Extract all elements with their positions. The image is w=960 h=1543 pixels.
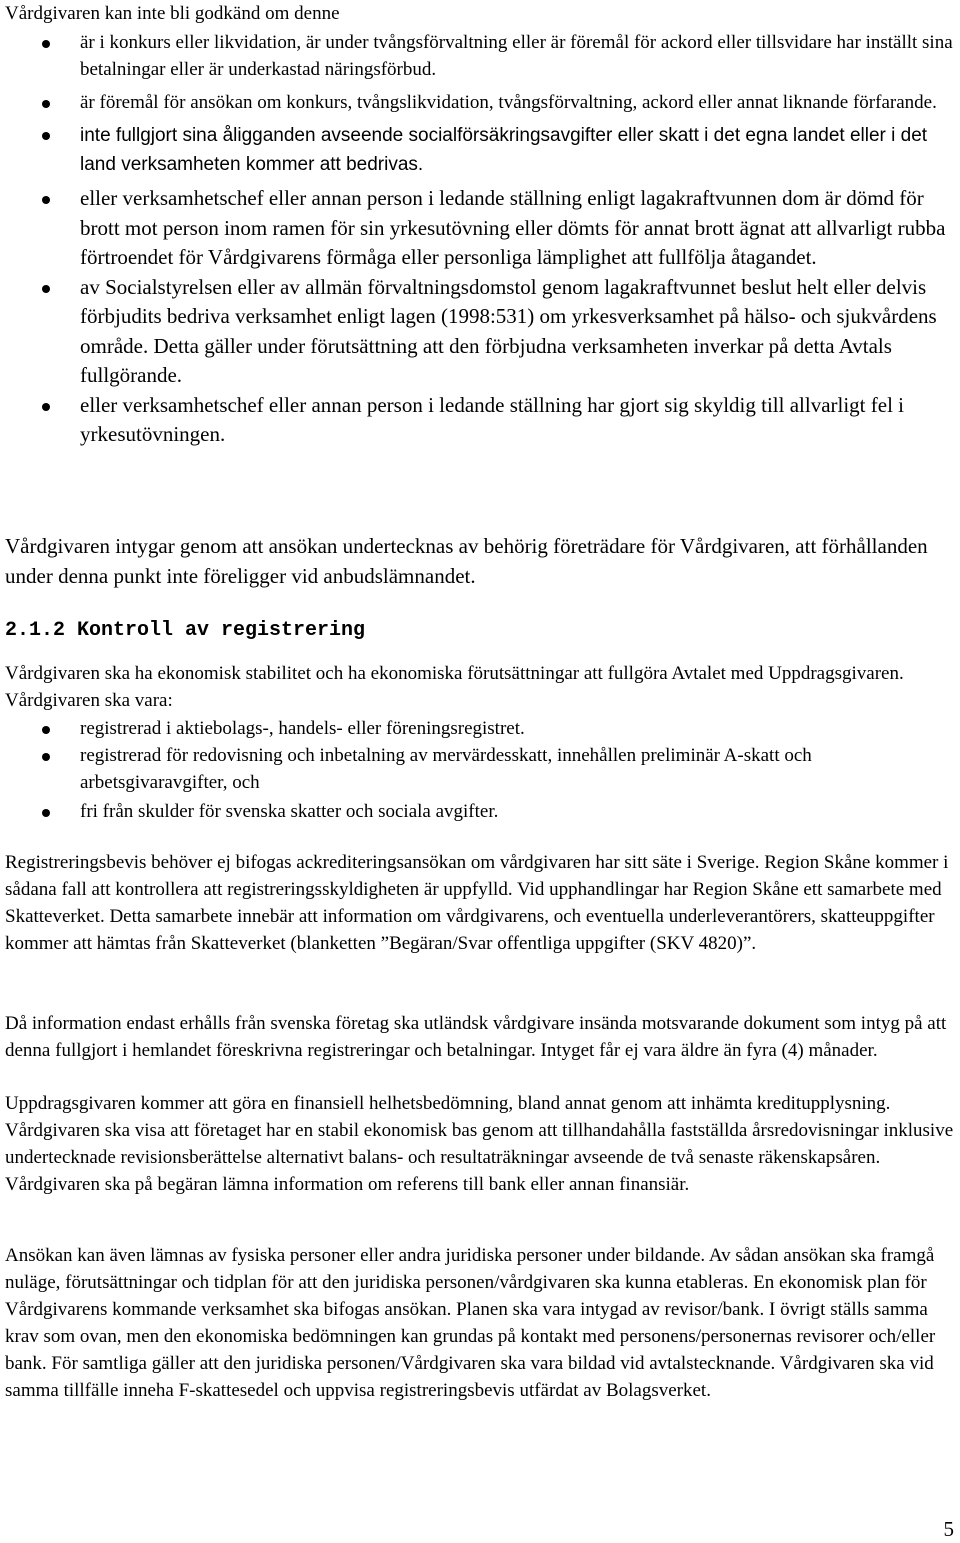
list-item-text: är i konkurs eller likvidation, är under tvångsförvaltning eller är föremål för ackord eller tillsvidare har inställt sina betalningar eller är underkastad näringsförbud. xyxy=(80,32,953,80)
list-item-text: eller verksamhetschef eller annan person i ledande ställning har gjort sig skyldig till allvarligt fel i yrkesutövningen. xyxy=(80,392,905,446)
foreign-provider-paragraph: Då information endast erhålls från svenska företag ska utländsk vårdgivare insända motsvarande dokument som intyg på att denna fullgjort i hemlandet föreskrivna registreringar och betalningar. Intyget får ej vara äldre än fyra (4) månader. xyxy=(5,1013,947,1061)
financial-assessment-paragraph: Uppdragsgivaren kommer att göra en finansiell helhetsbedömning, bland annat genom att inhämta kreditupplysning. Vårdgivaren ska visa att företaget har en stabil ekonomisk bas genom att tillhandahålla fastställda årsredovisningar inklusive undertecknade revisionsberättelse alternativt balans- och resultaträkningar avseende de två senaste räkenskapsåren. Vårdgivaren ska på begäran lämna information om referens till bank eller annan finansiär. xyxy=(5,1093,954,1195)
list-item-text: fri från skulder för svenska skatter och sociala avgifter. xyxy=(80,801,499,822)
new-entity-paragraph: Ansökan kan även lämnas av fysiska personer eller andra juridiska personer under bildande. Av sådan ansökan ska framgå nuläge, förutsättningar och tidplan för att den juridiska personen/vårdgivaren ska kunna etableras. En ekonomisk plan för Vårdgivarens kommande verksamhet ska bifogas ansökan. Planen ska vara intygad av revisor/bank. I övrigt ställs samma krav som ovan, men den ekonomiska bedömningen kan grundas på kontakt med personens/personernas revisorer och/eller bank. För samtliga gäller att den juridiska personen/Vårdgivaren ska vara bildad vid avtalstecknande. Vårdgivaren ska vid samma tillfälle inneha F-skattesedel och uppvisa registreringsbevis utfärdat av Bolagsverket. xyxy=(5,1245,936,1401)
bullet-icon xyxy=(42,196,50,204)
bullet-icon xyxy=(42,100,50,108)
bullet-icon xyxy=(42,726,50,734)
list-item xyxy=(5,391,955,450)
bullet-icon xyxy=(42,809,50,817)
exclusion-list xyxy=(5,29,955,450)
list-item xyxy=(5,742,955,796)
list-item xyxy=(5,798,955,825)
list-item-text: är föremål för ansökan om konkurs, tvångslikvidation, tvångsförvaltning, ackord eller annat liknande förfarande. xyxy=(80,92,937,113)
certification-paragraph: Vårdgivaren intygar genom att ansökan undertecknas av behörig företrädare för Vårdgivaren, att förhållanden under denna punkt inte föreligger vid anbudslämnandet. xyxy=(5,534,928,588)
list-item-text: av Socialstyrelsen eller av allmän förvaltningsdomstol genom lagakraftvunnet beslut helt eller delvis förbjudits bedriva verksamhet enligt lagen (1998:531) om yrkesverksamhet på hälso- och sjukvårdens område. Detta gäller under förutsättning att den förbjudna verksamheten inverkar på detta Avtals fullgörande. xyxy=(80,274,937,387)
registration-list xyxy=(5,715,955,825)
list-item xyxy=(5,715,955,742)
bullet-icon xyxy=(42,753,50,761)
bullet-icon xyxy=(42,403,50,411)
list-item xyxy=(5,89,955,116)
list-item xyxy=(5,184,955,273)
list-item xyxy=(5,29,955,83)
list-item-text: eller verksamhetschef eller annan person i ledande ställning enligt lagakraftvunnen dom är dömd för brott mot person inom ramen för sin yrkesutövning eller dömts för annat brott ägnat att allvarligt rubba förtroendet för Vårdgivarens förmåga eller personliga lämplighet att fullfölja åtagandet. xyxy=(80,186,946,269)
list-item-text: inte fullgjort sina åligganden avseende socialförsäkringsavgifter eller skatt i det egna landet eller i det land verksamheten kommer att bedrivas. xyxy=(80,125,928,175)
list-item-text: registrerad i aktiebolags-, handels- eller föreningsregistret. xyxy=(80,718,525,739)
bullet-icon xyxy=(42,285,50,293)
list-item xyxy=(5,273,955,391)
list-item xyxy=(5,121,955,179)
exclusion-intro: Vårdgivaren kan inte bli godkänd om denne xyxy=(5,3,340,24)
list-item-text: registrerad för redovisning och inbetalning av mervärdesskatt, innehållen preliminär A-skatt och arbetsgivaravgifter, och xyxy=(80,745,812,793)
bullet-icon xyxy=(42,40,50,48)
page-number: 5 xyxy=(943,1517,954,1541)
section-intro: Vårdgivaren ska ha ekonomisk stabilitet och ha ekonomiska förutsättningar att fullgöra Avtalet med Uppdragsgivaren. Vårdgivaren ska vara: xyxy=(5,663,904,711)
registration-paragraph: Registreringsbevis behöver ej bifogas ackrediteringsansökan om vårdgivaren har sitt säte i Sverige. Region Skåne kommer i sådana fall att kontrollera att registreringsskyldigheten är uppfylld. Vid upphandlingar har Region Skåne ett samarbete med Skatteverket. Detta samarbete innebär att information om vårdgivarens, och eventuella underleverantörers, skatteuppgifter kommer att hämtas från Skatteverket (blanketten ”Begäran/Svar offentliga uppgifter (SKV 4820)”. xyxy=(5,852,949,954)
bullet-icon xyxy=(42,132,50,140)
section-heading: 2.1.2 Kontroll av registrering xyxy=(5,619,366,642)
